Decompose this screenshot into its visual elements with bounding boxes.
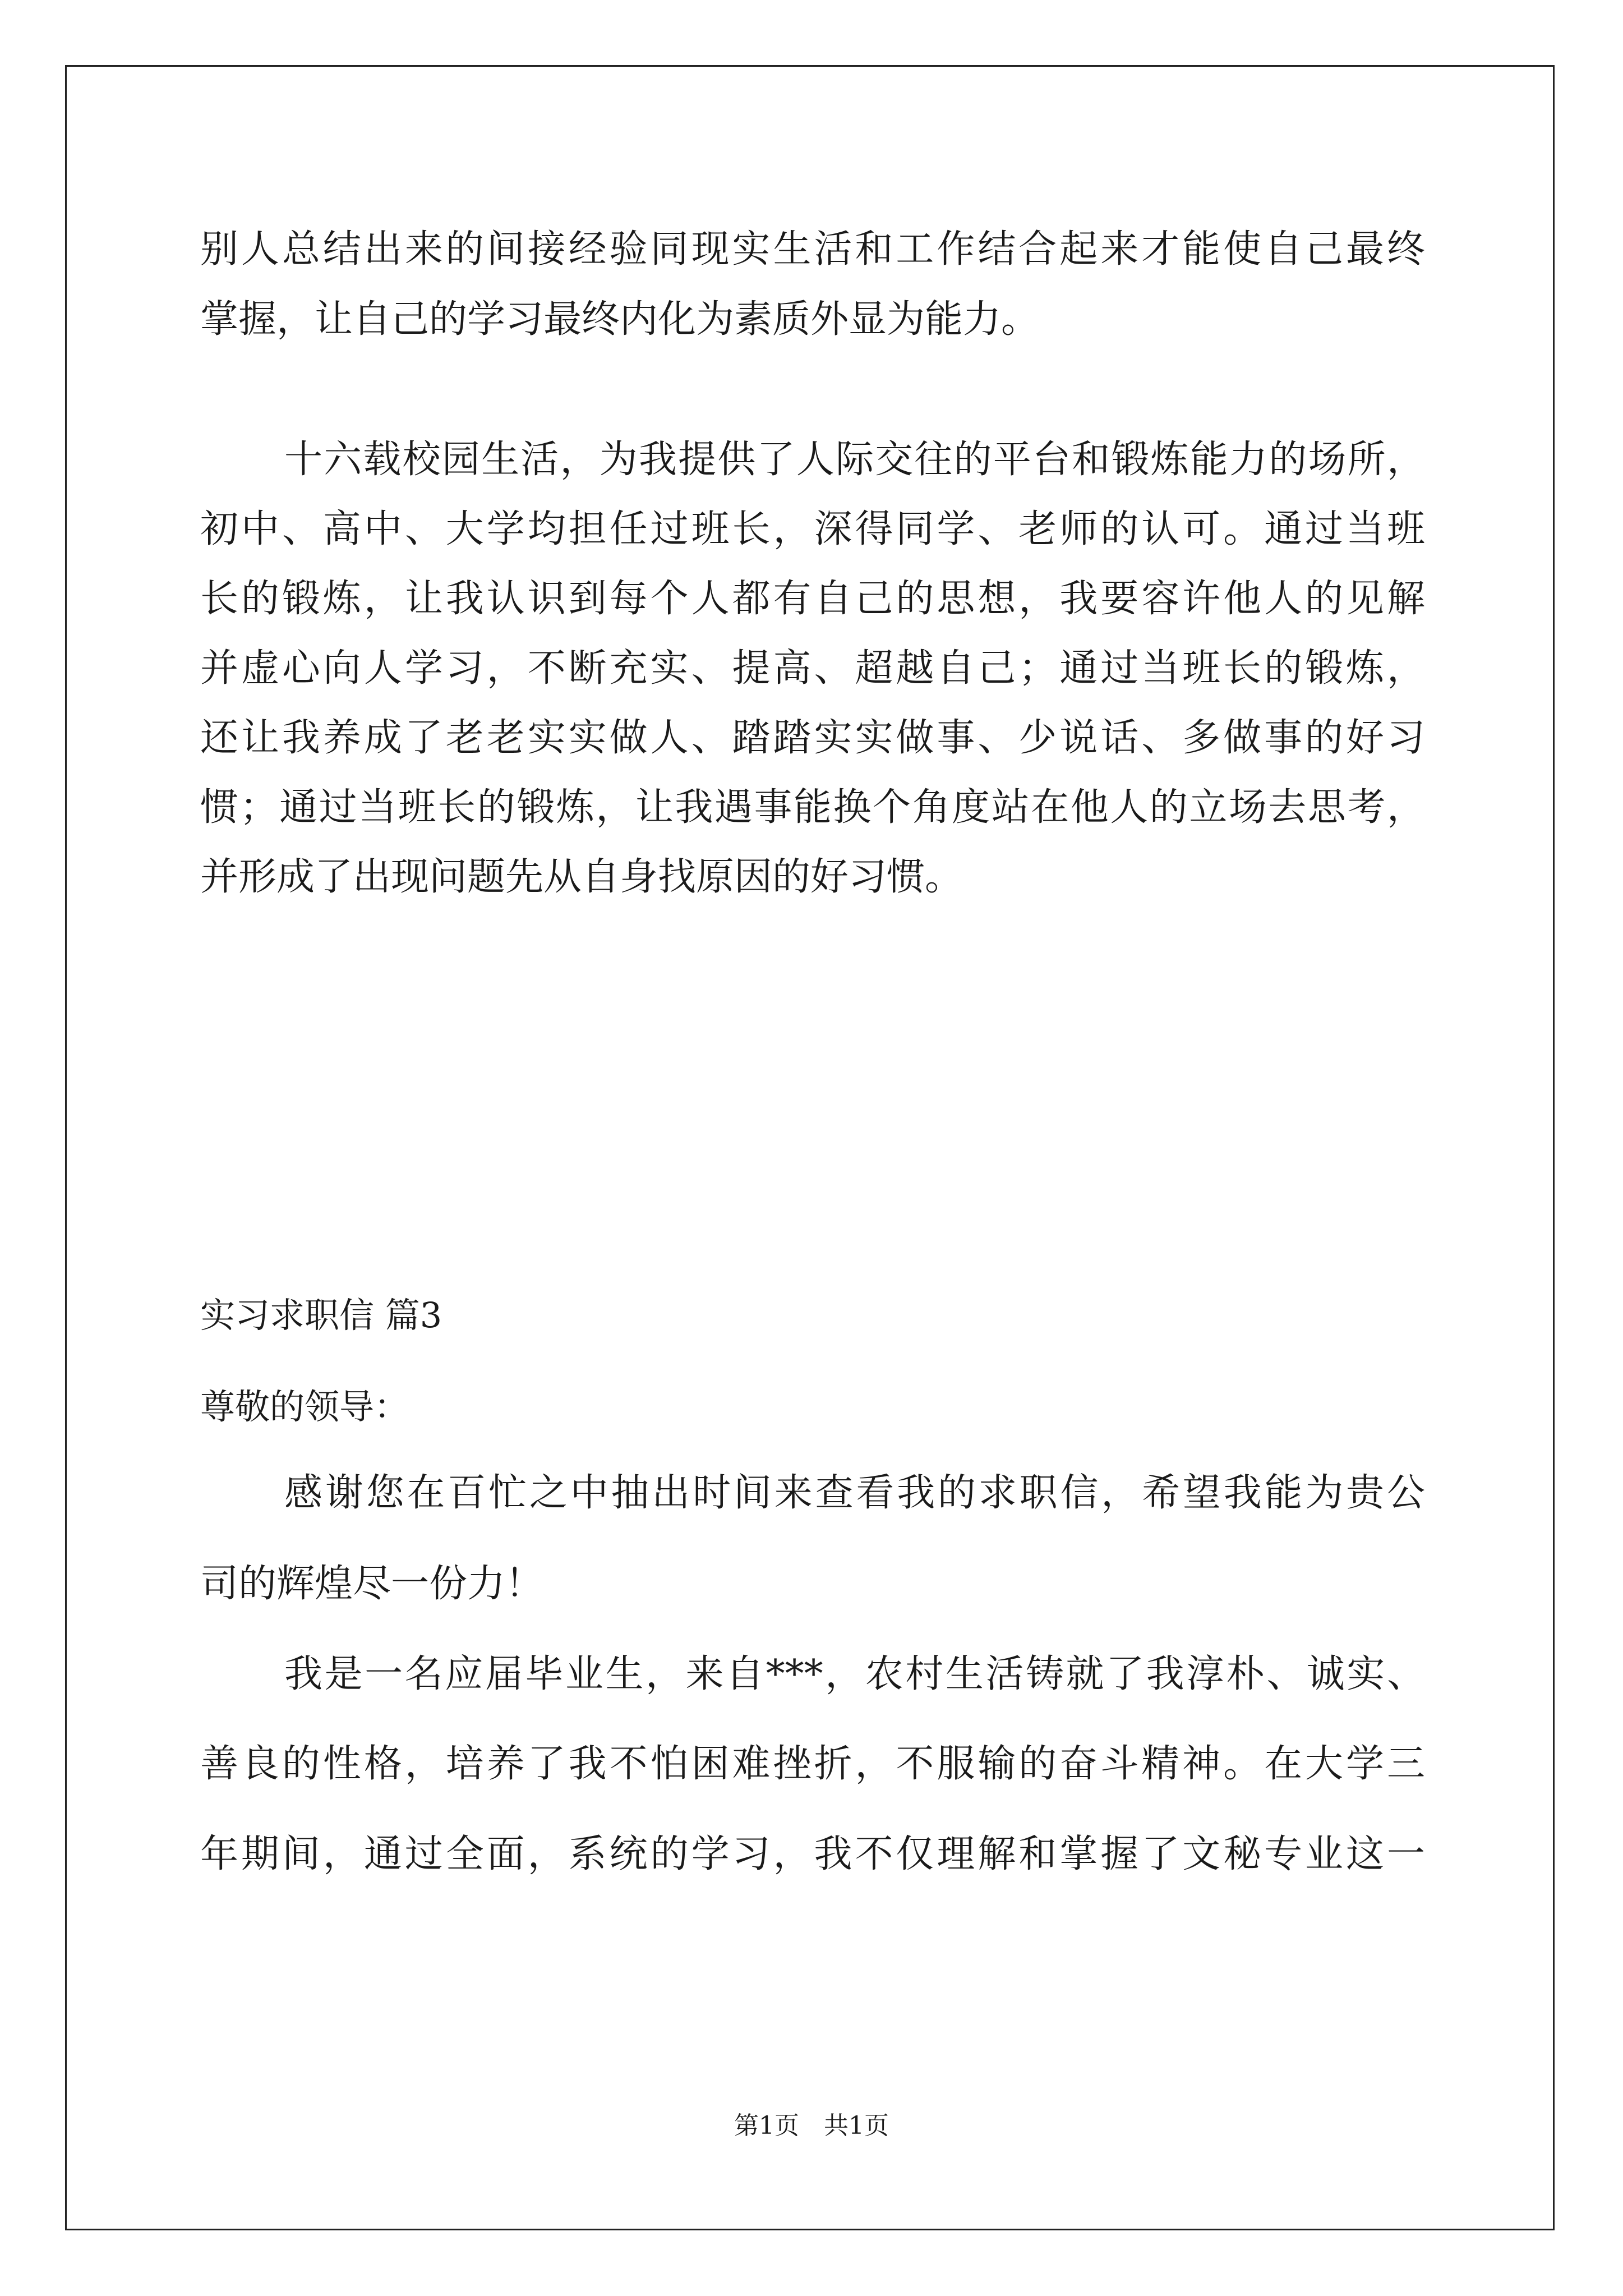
paragraph-line: 长的锻炼，让我认识到每个人都有自己的思想，我要容许他人的见解 <box>200 577 1425 621</box>
paragraph-line: 我是一名应届毕业生，来自***，农村生活铸就了我淳朴、诚实、 <box>284 1652 1425 1696</box>
salutation: 尊敬的领导： <box>200 1386 409 1427</box>
paragraph-line: 十六载校园生活，为我提供了人际交往的平台和锻炼能力的场所， <box>284 438 1425 482</box>
section-title: 实习求职信 篇3 <box>200 1295 442 1336</box>
paragraph-line: 惯；通过当班长的锻炼，让我遇事能换个角度站在他人的立场去思考， <box>200 785 1425 830</box>
paragraph-line: 并形成了出现问题先从自身找原因的好习惯。 <box>200 855 963 899</box>
paragraph-line: 掌握，让自己的学习最终内化为素质外显为能力。 <box>200 297 1040 342</box>
page-border <box>65 65 1555 2230</box>
page-footer: 第1页 共1页 <box>734 2111 889 2140</box>
paragraph-line: 别人总结出来的间接经验同现实生活和工作结合起来才能使自己最终 <box>200 227 1425 272</box>
paragraph-line: 司的辉煌尽一份力！ <box>200 1562 544 1606</box>
paragraph-line: 感谢您在百忙之中抽出时间来查看我的求职信，希望我能为贵公 <box>284 1471 1425 1515</box>
paragraph-line: 年期间，通过全面，系统的学习，我不仅理解和掌握了文秘专业这一 <box>200 1832 1425 1876</box>
paragraph-line: 善良的性格，培养了我不怕困难挫折，不服输的奋斗精神。在大学三 <box>200 1742 1425 1786</box>
paragraph-line: 并虚心向人学习，不断充实、提高、超越自己；通过当班长的锻炼， <box>200 646 1425 691</box>
paragraph-line: 初中、高中、大学均担任过班长，深得同学、老师的认可。通过当班 <box>200 507 1425 551</box>
paragraph-line: 还让我养成了老老实实做人、踏踏实实做事、少说话、多做事的好习 <box>200 716 1425 760</box>
